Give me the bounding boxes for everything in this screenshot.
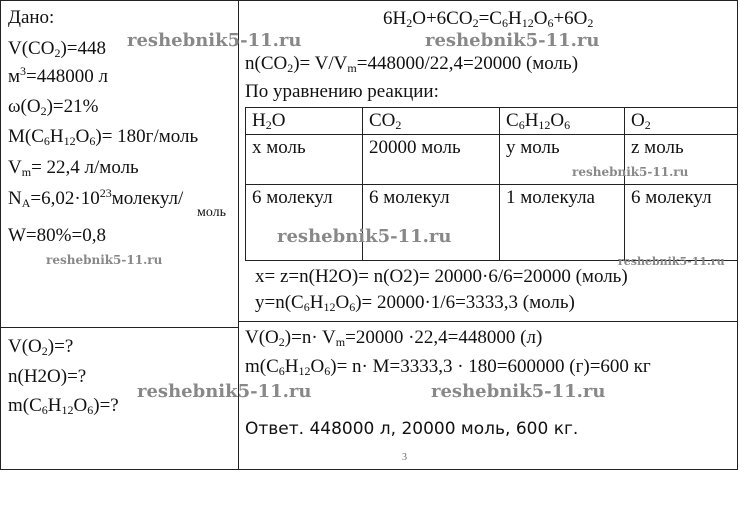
find-mass-glucose: $m(C_6H_{12}O_6)=$? [8, 395, 119, 417]
given-find-divider [0, 327, 238, 328]
table-cell: 6 молекул [625, 185, 738, 261]
watermark: reshebnik5-11.ru [431, 381, 606, 402]
moles-co2-calc: $n(CO_2)= V/V_m=448000/22,4=20000$ (моль) [245, 53, 579, 75]
table-cell: 1 молекула [500, 185, 625, 261]
watermark: reshebnik5-11.ru [572, 165, 689, 179]
given-volume-co2-cont: $м^3=448000$ л [8, 64, 108, 87]
reaction-equation: $6H_2O+6CO_2=C_6H_{12}O_6+6O_2$ [383, 8, 594, 30]
table-cell: 6 молекул [363, 185, 500, 261]
solution-divider [238, 321, 738, 322]
by-equation-label: По уравнению реакции: [245, 81, 439, 102]
given-o2-fraction: $\omega(O_2)=21\%$ [8, 96, 99, 118]
calc-y: $y=n(C_6H_{12}O_6)= 20000\cdot 1/6=3333,3$ (моль) [255, 292, 575, 314]
table-header-cell: $O_2$ [625, 108, 738, 135]
table-cell: 20000 моль [363, 135, 500, 185]
final-answer: Ответ. 448000 л, 20000 моль, 600 кг. [245, 419, 579, 439]
watermark: reshebnik5-11.ru [46, 253, 163, 267]
table-header-row [246, 108, 738, 135]
given-heading: Дано: [8, 7, 55, 28]
table-cell: у моль [500, 135, 625, 185]
given-avogadro-unit: моль [197, 205, 227, 220]
table-row [246, 185, 738, 261]
table-header-cell: $H_2O$ [246, 108, 363, 135]
table-cell: z моль [625, 135, 738, 185]
calc-x-z: x= z=n(H2O)= n(O2)= 20000·6/6=20000 (моль) [255, 266, 628, 287]
table-header-cell: $CO_2$ [363, 108, 500, 135]
table-cell: x моль [246, 135, 363, 185]
given-molar-mass-glucose: $M(C_6H_{12}O_6)=$ 180г/моль [8, 126, 199, 148]
table-header-cell: $C_6H_{12}O_6$ [500, 108, 625, 135]
table-cell: 6 молекул [246, 185, 363, 261]
given-yield: W=80%=0,8 [8, 225, 106, 246]
given-volume-co2: $V(CO_2)=448$ [8, 38, 106, 60]
find-moles-water: n(H2O)=? [8, 366, 87, 387]
watermark: reshebnik5-11.ru [137, 381, 312, 402]
given-molar-volume: $V_m= 22,4$ л/моль [8, 157, 139, 179]
find-volume-o2: $V(O_2)=$? [8, 336, 74, 358]
stray-mark: 3 [402, 452, 407, 463]
volume-o2-calc: $V(O_2)=n\cdot V_m=20000 \cdot 22,4=448000$ (л) [245, 327, 543, 349]
watermark: reshebnik5-11.ru [277, 226, 452, 247]
given-avogadro: $N_A=6,02\cdot 10^{23}молекул/$ [8, 186, 184, 210]
watermark: reshebnik5-11.ru [127, 30, 302, 51]
mass-glucose-calc: $m(C_6H_{12}O_6)= n\cdot M=3333,3 \cdot 180=600000$ (г)=600 кг [245, 356, 651, 378]
watermark: reshebnik5-11.ru [618, 255, 725, 268]
watermark: reshebnik5-11.ru [425, 30, 600, 51]
